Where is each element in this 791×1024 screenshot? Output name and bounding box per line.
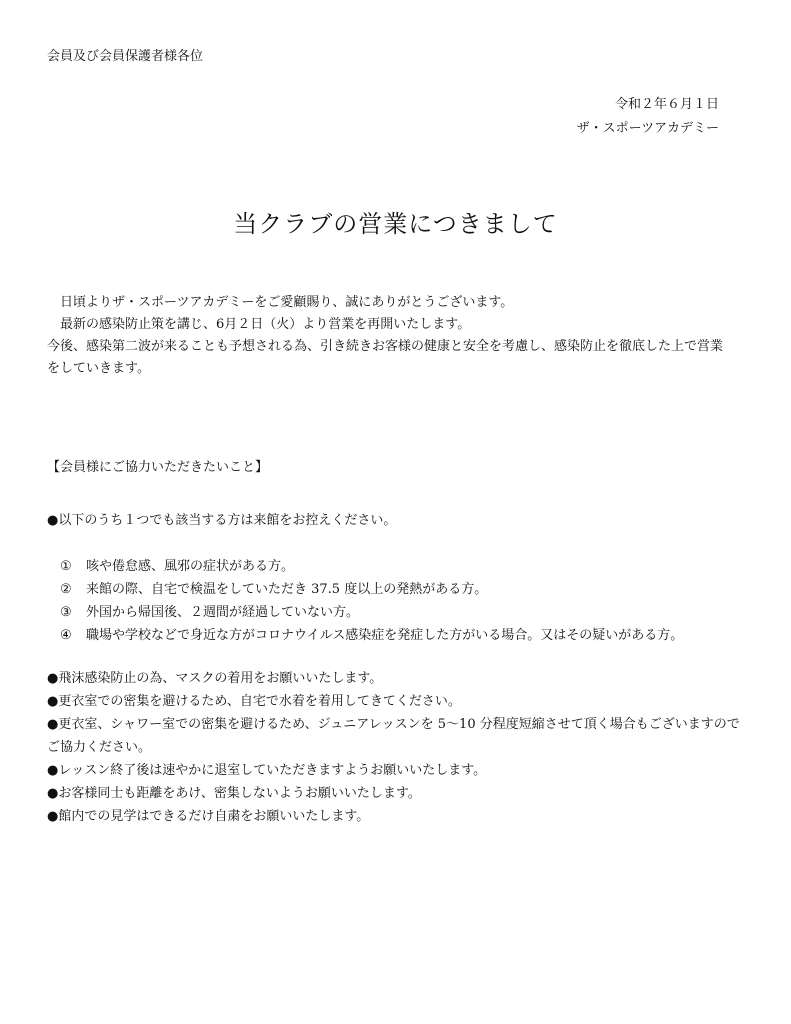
lead-rule — [47, 512, 396, 530]
bullet-icon: ● — [47, 809, 59, 824]
intro-line-1: 日頃よりザ・スポーツアカデミーをご愛顧賜り、誠にありがとうございます。 — [60, 295, 514, 310]
bullet-icon: ● — [47, 786, 59, 801]
rule-item — [47, 782, 747, 805]
condition-item — [60, 555, 683, 578]
condition-item — [60, 578, 683, 601]
rule-item — [47, 667, 747, 690]
condition-item — [60, 601, 683, 624]
rule-item — [47, 759, 747, 782]
condition-item — [60, 624, 683, 647]
addressee: 会員及び会員保護者様各位 — [47, 49, 204, 64]
rule-text: 館内での見学はできるだけ自粛をお願いいたします。 — [58, 809, 370, 824]
condition-text: 咳や倦怠感、風邪の症状がある方。 — [86, 559, 295, 574]
condition-text: 外国から帰国後、２週間が経過していない方。 — [86, 605, 360, 620]
rule-text: 更衣室、シャワー室での密集を避けるため、ジュニアレッスンを 5〜10 分程度短縮させて頂く場合もございますのでご協力ください。 — [47, 717, 740, 755]
section-heading: 【会員様にご協力いただきたいこと】 — [47, 460, 269, 475]
rule-item — [47, 805, 747, 828]
condition-number: ③ — [60, 605, 72, 620]
sender-block — [577, 93, 719, 141]
rule-item — [47, 713, 747, 759]
bullet-icon: ● — [47, 671, 59, 686]
rule-text: 飛沫感染防止の為、マスクの着用をお願いいたします。 — [58, 671, 383, 686]
condition-number: ② — [60, 582, 72, 597]
bullet-icon: ● — [47, 694, 59, 709]
sender-organization: ザ・スポーツアカデミー — [576, 121, 719, 136]
rule-text: 更衣室での密集を避けるため、自宅で水着を着用してきてください。 — [58, 694, 461, 709]
bullet-icon: ● — [47, 717, 59, 732]
lead-rule-text: 以下のうち１つでも該当する方は来館をお控えください。 — [58, 513, 397, 528]
issue-date: 令和２年６月１日 — [614, 97, 719, 112]
intro-paragraph — [47, 292, 727, 380]
page-title: 当クラブの営業につきまして — [233, 210, 558, 238]
bullet-icon: ● — [47, 763, 59, 778]
intro-line-3: 今後、感染第二波が来ることも予想される為、引き続きお客様の健康と安全を考慮し、感染防止を徹底した上で営業をしていきます。 — [47, 339, 724, 376]
bullet-icon: ● — [47, 513, 59, 528]
rule-item — [47, 690, 747, 713]
condition-list — [60, 555, 683, 647]
rule-text: レッスン終了後は速やかに退室していただきますようお願いいたします。 — [58, 763, 487, 778]
condition-text: 来館の際、自宅で検温をしていただき 37.5 度以上の発熱がある方。 — [86, 582, 488, 597]
rule-text: お客様同士も距離をあけ、密集しないようお願いいたします。 — [58, 786, 421, 801]
condition-text: 職場や学校などで身近な方がコロナウイルス感染症を発症した方がいる場合。又はその疑いがある方。 — [86, 628, 684, 643]
rule-list — [47, 667, 747, 828]
condition-number: ① — [60, 559, 72, 574]
intro-line-2: 最新の感染防止策を講じ、6月２日（火）より営業を再開いたします。 — [60, 317, 471, 332]
condition-number: ④ — [60, 628, 72, 643]
